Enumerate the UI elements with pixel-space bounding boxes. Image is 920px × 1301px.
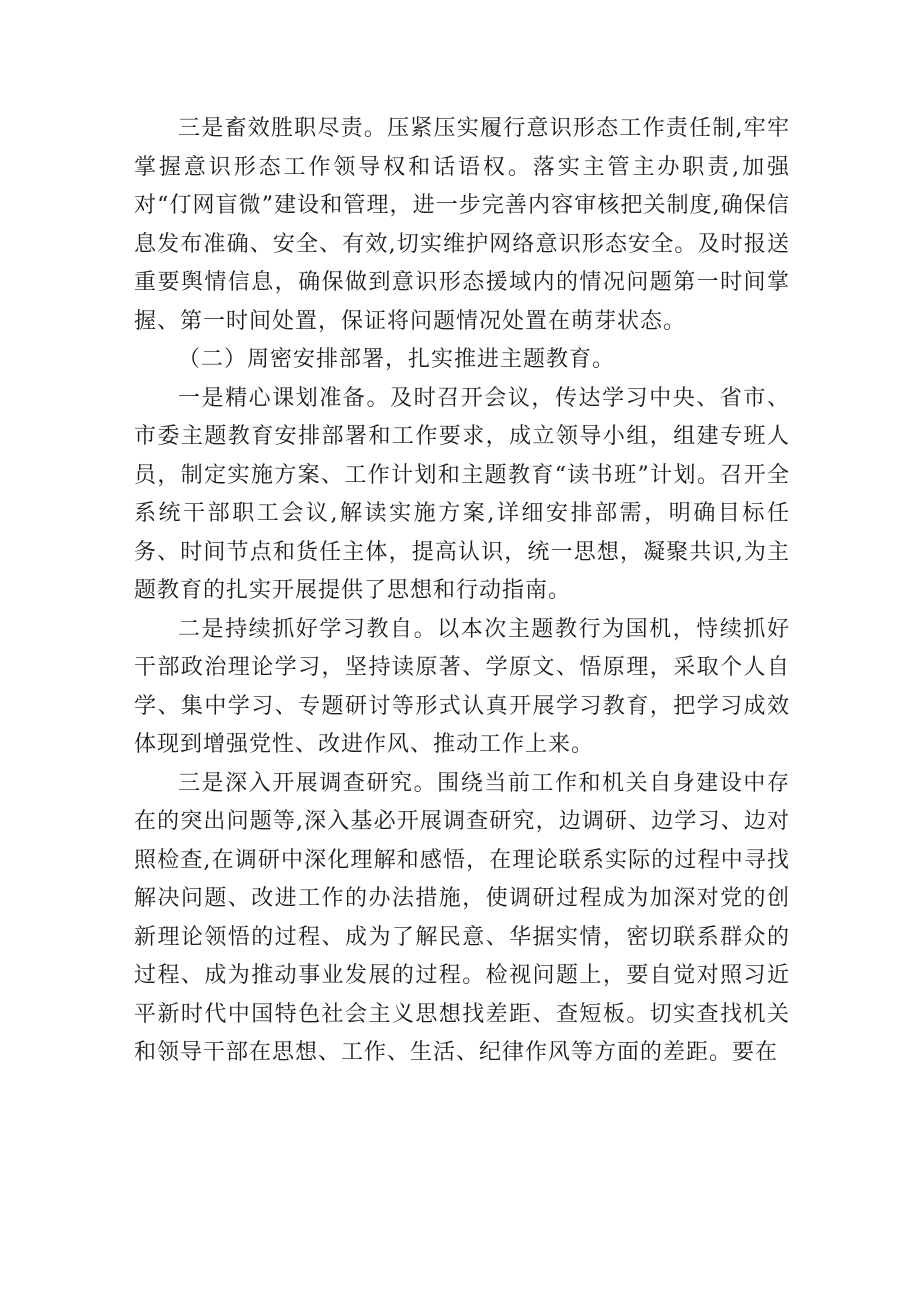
- paragraph-study: 二是持续抓好学习教自。以本次主题教行为国机，恃续抓好干部政治理论学习，坚持读原著、学原文、悟原理，采取个人自学、集中学习、专题研讨等形式认真开展学习教育，把学习成效体现到增强党性、改进作风、推动工作上来。: [134, 616, 790, 757]
- paragraph-planning: 一是精心课划准备。及时召开会议，传达学习中央、省市、市委主题教育安排部署和工作要求，成立领导小组，组建专班人员，制定实施方案、工作计划和主题教育“读书班”计划。召开全系统干部职工会议,解读实施方案,详细安排部需，明确目标任务、时间节点和货任主体，提高认识，统一思想，凝聚共识,为主题教育的扎实开展提供了思想和行动指南。: [134, 385, 790, 603]
- document-body: [134, 110, 790, 1073]
- section-heading-2: （二）周密安排部署，扎实推进主题教育。: [178, 347, 616, 372]
- paragraph-duty: 三是畜效胜职尽责。压紧压实履行意识形态工作责任制,牢牢掌握意识形态工作领导权和话语权。落实主管主办职责,加强对“仃网盲微”建设和管理，进一步完善内容审核把关制度,确保信息发布准确、安全、有效,切实维护网络意识形态安全。及时报送重要舆情信息，确保做到意识形态援域内的情况问题第一时间掌握、第一时间处置，保证将问题情况处置在萌芽状态。: [134, 116, 790, 334]
- paragraph-research: 三是深入开展调查研究。围绕当前工作和机关自身建设中存在的突出问题等,深入基必开展调查研究，边调研、边学习、边对照检查,在调研中深化理解和感悟，在理论联系实际的过程中寻找解决问题、改进工作的办法措施，使调研过程成为加深对党的创新理论领悟的过程、成为了解民意、华据实情，密切联系群众的过程、成为推动事业发展的过程。检视问题上，要自觉对照习近平新时代中国特色社会主义思想找差距、查短板。切实查找机关和领导干部在思想、工作、生活、纪律作风等方面的差距。要在: [134, 770, 790, 1065]
